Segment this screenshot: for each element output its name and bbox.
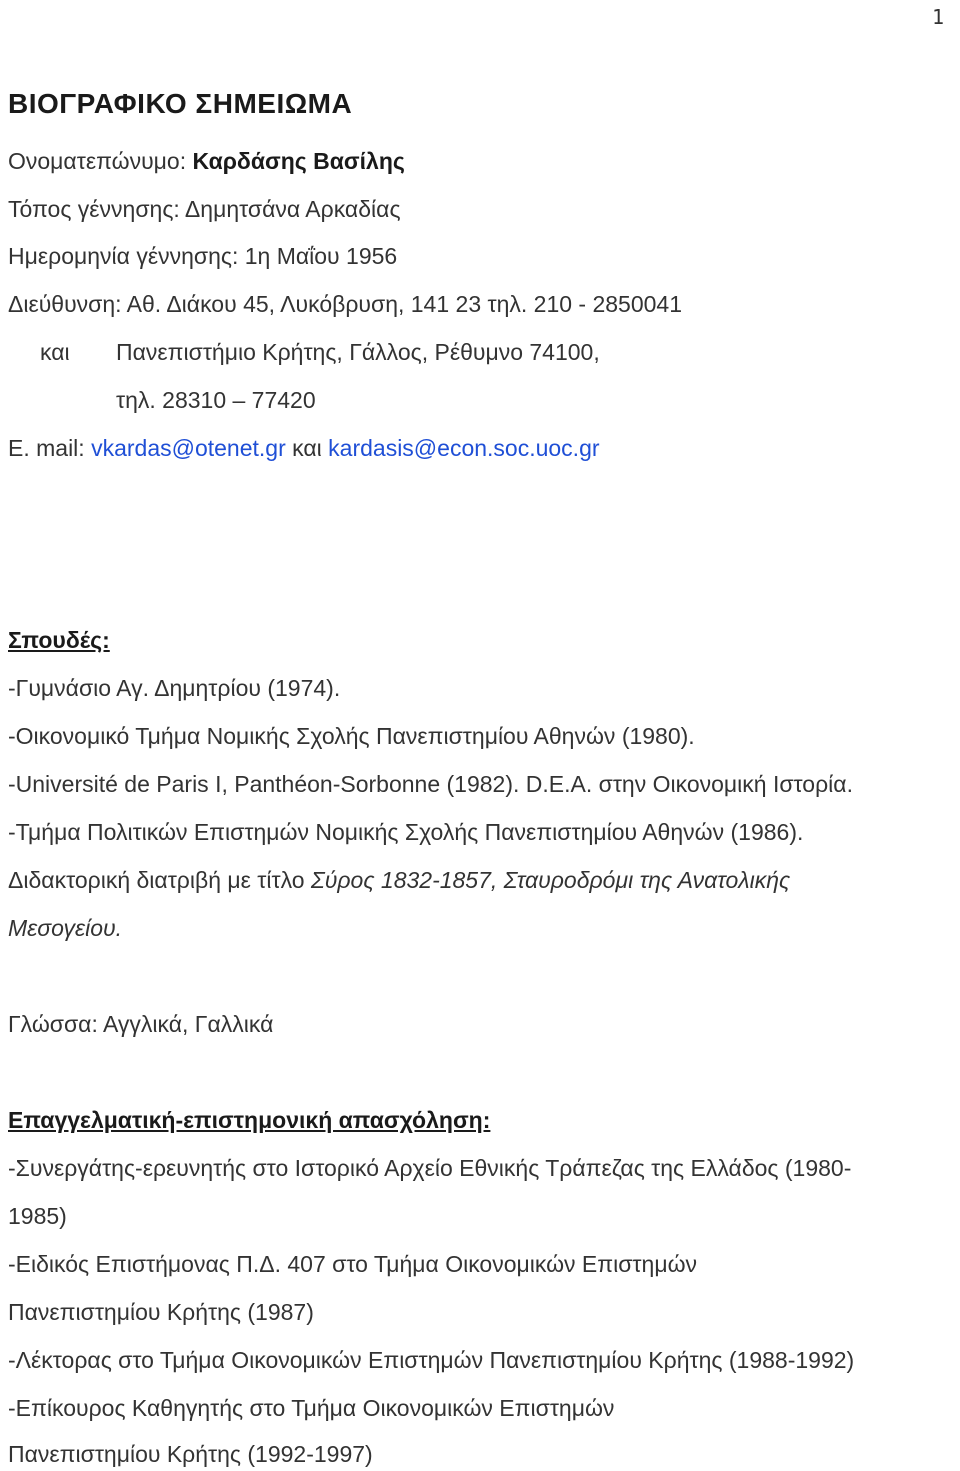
- thesis-prefix: Διδακτορική διατριβή με τίτλο: [8, 867, 311, 893]
- birthdate-line: Ημερομηνία γέννησης: 1η Μαΐου 1956: [8, 243, 398, 269]
- employment-line: -Λέκτορας στο Τμήμα Οικονομικών Επιστημών Πανεπιστημίου Κρήτης (1988-1992): [8, 1347, 855, 1373]
- employment-line: 1985): [8, 1203, 67, 1229]
- employment-line: -Επίκουρος Καθηγητής στο Τμήμα Οικονομικών Επιστημών: [8, 1395, 615, 1421]
- study-item: -Université de Paris I, Panthéon-Sorbonne (1982). D.E.A. στην Οικονομική Ιστορία.: [8, 771, 853, 797]
- name-label: Ονοματεπώνυμο:: [8, 148, 193, 174]
- university-phone: τηλ. 28310 – 77420: [116, 387, 316, 413]
- birthplace-line: Τόπος γέννησης: Δημητσάνα Αρκαδίας: [8, 196, 401, 222]
- email-and: και: [285, 435, 329, 461]
- studies-heading: Σπουδές:: [8, 627, 110, 653]
- thesis-title-continued: Μεσογείου.: [8, 915, 123, 941]
- university-address: Πανεπιστήμιο Κρήτης, Γάλλος, Ρέθυμνο 74100,: [116, 339, 600, 365]
- name-line: [8, 147, 405, 175]
- email-line: [8, 434, 600, 462]
- page-number: 1: [931, 5, 944, 29]
- study-item: -Τμήμα Πολιτικών Επιστημών Νομικής Σχολής Πανεπιστημίου Αθηνών (1986).: [8, 819, 804, 845]
- thesis-line: [8, 866, 790, 894]
- employment-line: -Ειδικός Επιστήμονας Π.Δ. 407 στο Τμήμα Οικονομικών Επιστημών: [8, 1251, 698, 1277]
- languages-line: Γλώσσα: Αγγλικά, Γαλλικά: [8, 1011, 274, 1037]
- address-and: και: [40, 339, 70, 365]
- study-item: -Γυμνάσιο Αγ. Δημητρίου (1974).: [8, 675, 341, 701]
- address-line: Διεύθυνση: Αθ. Διάκου 45, Λυκόβρυση, 141 23 τηλ. 210 - 2850041: [8, 291, 683, 317]
- employment-line: Πανεπιστημίου Κρήτης (1992-1997): [8, 1441, 373, 1467]
- email-link-2[interactable]: kardasis@econ.soc.uoc.gr: [328, 435, 600, 461]
- email-link-1[interactable]: vkardas@otenet.gr: [91, 435, 286, 461]
- name-value: Καρδάσης Βασίλης: [192, 148, 405, 174]
- employment-line: Πανεπιστημίου Κρήτης (1987): [8, 1299, 314, 1325]
- page-title: ΒΙΟΓΡΑΦΙΚΟ ΣΗΜΕΙΩΜΑ: [8, 88, 353, 119]
- employment-heading: Επαγγελματική-επιστημονική απασχόληση:: [8, 1107, 491, 1133]
- thesis-title: Σύρος 1832-1857, Σταυροδρόμι της Ανατολικής: [310, 867, 791, 893]
- employment-line: -Συνεργάτης-ερευνητής στο Ιστορικό Αρχείο Εθνικής Τράπεζας της Ελλάδος (1980-: [8, 1155, 852, 1181]
- study-item: -Οικονομικό Τμήμα Νομικής Σχολής Πανεπιστημίου Αθηνών (1980).: [8, 723, 695, 749]
- email-label: E. mail:: [8, 435, 92, 461]
